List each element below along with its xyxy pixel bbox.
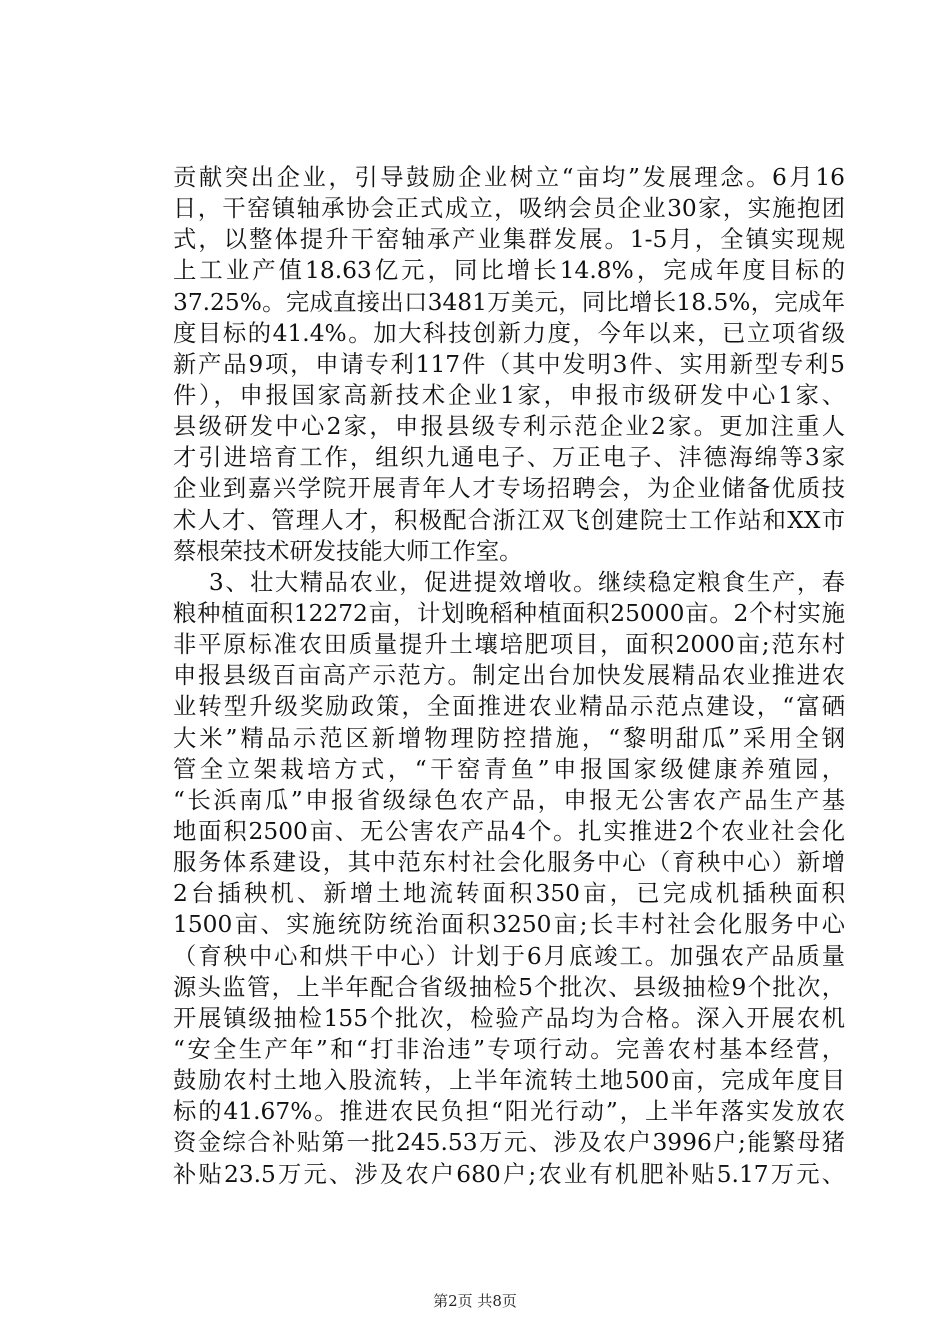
text-line: 鼓励农村土地入股流转，上半年流转土地500亩，完成年度目 <box>173 1067 845 1095</box>
text-line: 术人才、管理人才，积极配合浙江双飞创建院士工作站和XX市 <box>173 506 845 534</box>
text-line: “长浜南瓜”申报省级绿色农产品，申报无公害农产品生产基 <box>173 786 845 814</box>
text-line: （育秧中心和烘干中心）计划于6月底竣工。加强农产品质量 <box>173 942 845 970</box>
text-line: 开展镇级抽检155个批次，检验产品均为合格。深入开展农机 <box>173 1004 845 1032</box>
text-line: 源头监管，上半年配合省级抽检5个批次、县级抽检9个批次， <box>173 973 845 1001</box>
page-footer: 第2页 共8页 <box>433 1292 517 1310</box>
text-line: 3、壮大精品农业，促进提效增收。继续稳定粮食生产，春 <box>173 568 845 596</box>
text-line: 件），申报国家高新技术企业1家，申报市级研发中心1家、 <box>173 381 845 409</box>
text-line: 地面积2500亩、无公害农产品4个。扎实推进2个农业社会化 <box>173 817 845 845</box>
text-line: 粮种植面积12272亩，计划晚稻种植面积25000亩。2个村实施 <box>173 599 845 627</box>
text-line: 非平原标准农田质量提升土壤培肥项目，面积2000亩;范东村 <box>173 631 845 659</box>
text-line: 大米”精品示范区新增物理防控措施，“黎明甜瓜”采用全钢 <box>173 724 845 752</box>
text-line: 县级研发中心2家，申报县级专利示范企业2家。更加注重人 <box>173 413 845 441</box>
text-line: 式，以整体提升干窑轴承产业集群发展。1-5月，全镇实现规 <box>173 226 845 254</box>
text-line: 补贴23.5万元、涉及农户680户;农业有机肥补贴5.17万元、 <box>173 1160 845 1188</box>
text-line: 企业到嘉兴学院开展青年人才专场招聘会，为企业储备优质技 <box>173 475 845 503</box>
text-line: 蔡根荣技术研发技能大师工作室。 <box>173 537 523 565</box>
text-line: 管全立架栽培方式，“干窑青鱼”申报国家级健康养殖园， <box>173 755 845 783</box>
text-line: 新产品9项，申请专利117件（其中发明3件、实用新型专利5 <box>173 350 845 378</box>
text-line: 业转型升级奖励政策，全面推进农业精品示范点建设，“富硒 <box>173 693 845 721</box>
text-line: 服务体系建设，其中范东村社会化服务中心（育秧中心）新增 <box>173 849 845 877</box>
text-line: 2台插秧机、新增土地流转面积350亩，已完成机插秧面积 <box>173 880 845 908</box>
body-text <box>173 162 845 1190</box>
text-line: 标的41.67%。推进农民负担“阳光行动”，上半年落实发放农 <box>173 1098 845 1126</box>
text-line: 上工业产值18.63亿元，同比增长14.8%，完成年度目标的 <box>173 257 845 285</box>
text-line: 37.25%。完成直接出口3481万美元，同比增长18.5%，完成年 <box>173 288 845 316</box>
text-line: 资金综合补贴第一批245.53万元、涉及农户3996户;能繁母猪 <box>173 1129 845 1157</box>
text-line: 日，干窑镇轴承协会正式成立，吸纳会员企业30家，实施抱团 <box>173 195 845 223</box>
text-line: 度目标的41.4%。加大科技创新力度，今年以来，已立项省级 <box>173 319 845 347</box>
text-line: 申报县级百亩高产示范方。制定出台加快发展精品农业推进农 <box>173 662 845 690</box>
text-line: “安全生产年”和“打非治违”专项行动。完善农村基本经营， <box>173 1035 845 1063</box>
text-line: 才引进培育工作，组织九通电子、万正电子、沣德海绵等3家 <box>173 444 845 472</box>
text-line: 1500亩、实施统防统治面积3250亩;长丰村社会化服务中心 <box>173 911 845 939</box>
text-line: 贡献突出企业，引导鼓励企业树立“亩均”发展理念。6月16 <box>173 164 845 191</box>
